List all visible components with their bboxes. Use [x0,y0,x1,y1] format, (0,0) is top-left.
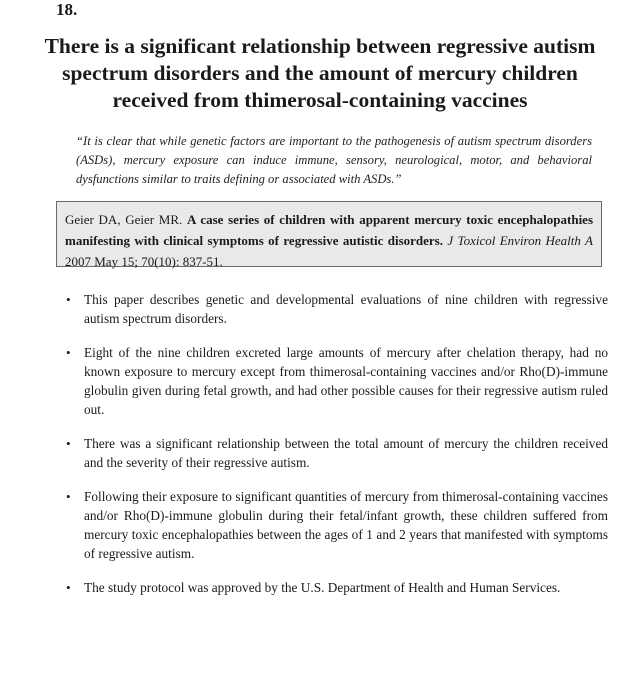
bullet-marker: • [66,345,71,360]
page-title: There is a significant relationship between regressive autism spectrum disorders and the amount of mercury children received from thimerosal-containing vaccines [44,34,596,112]
list-item [66,578,608,597]
citation-article-title: A case series of children with apparent mercury toxic encephalopathies manifesting with clinical symptoms of regressive autistic disorders. [65,212,594,248]
bullet-marker: • [66,436,71,451]
list-item-text: The study protocol was approved by the U.S. Department of Health and Human Services. [84,580,561,595]
citation-authors: Geier DA, Geier MR. [65,212,183,227]
list-item-text: Following their exposure to significant quantities of mercury from thimerosal-containing vaccines and/or Rho(D)-immune globulin during their fetal/infant growth, these children suffered from mercury toxic encephalopathies between the ages of 1 and 2 years that manifested with symptoms of regressive autism. [84,489,608,561]
list-item [66,343,608,419]
citation-details: 2007 May 15; 70(10): 837-51. [65,254,223,269]
bullet-marker: • [66,292,71,307]
quote-text: “It is clear that while genetic factors are important to the pathogenesis of autism spectrum disorders (ASDs), mercury exposure can induce immune, sensory, neurological, motor, and behavioral dysfunctions similar to traits defining or associated with ASDs.” [76,134,592,186]
list-item [66,487,608,563]
list-item [66,434,608,472]
list-item-text: This paper describes genetic and developmental evaluations of nine children with regressive autism spectrum disorders. [84,292,608,326]
citation-journal: J Toxicol Environ Health A [447,233,593,248]
list-item [66,290,608,328]
list-item-text: There was a significant relationship between the total amount of mercury the children received and the severity of their regressive autism. [84,436,608,470]
citation-box [56,201,602,267]
list-item-text: Eight of the nine children excreted large amounts of mercury after chelation therapy, had no known exposure to mercury except from thimerosal-containing vaccines and/or Rho(D)-immune globulin given during fetal growth, and had other possible causes for their regressive autism ruled out. [84,345,608,417]
bullet-marker: • [66,489,71,504]
bullet-marker: • [66,580,71,595]
findings-list [66,290,608,612]
page-number: 18. [56,0,78,19]
